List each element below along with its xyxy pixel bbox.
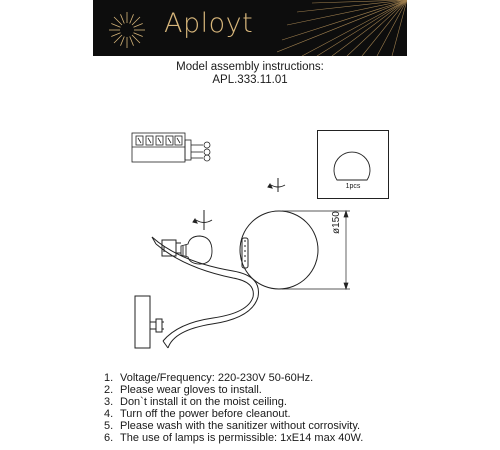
model-number: APL.333.11.01 bbox=[212, 74, 288, 86]
instruction-item: 5. Please wash with the sanitizer without corrosivity. bbox=[104, 419, 361, 432]
instruction-item: 3. Don`t install it on the moist ceiling. bbox=[104, 395, 287, 408]
instruction-item: 1. Voltage/Frequency: 220-230V 50-60Hz. bbox=[104, 372, 314, 384]
brand-name: Aployt bbox=[164, 8, 254, 39]
socket-icon bbox=[162, 240, 181, 256]
light-bulb-icon bbox=[181, 236, 212, 264]
wall-plate bbox=[135, 296, 164, 348]
diameter-label: ø150 bbox=[331, 211, 342, 234]
shade-count-box bbox=[317, 130, 389, 199]
instruction-item: 4. Turn off the power before cleanout. bbox=[104, 407, 291, 420]
shade-count-label: 1pcs bbox=[345, 183, 361, 190]
instruction-item: 6. The use of lamps is permissible: 1xE14 max 40W. bbox=[104, 431, 364, 444]
terminal-block-icon bbox=[132, 133, 210, 162]
document-title: Model assembly instructions: bbox=[176, 61, 324, 73]
instructions-list bbox=[104, 373, 363, 444]
rotate-icon bbox=[193, 178, 285, 230]
instruction-item: 2. Please wear gloves to install. bbox=[104, 383, 262, 396]
glass-ball-shade bbox=[240, 211, 318, 289]
